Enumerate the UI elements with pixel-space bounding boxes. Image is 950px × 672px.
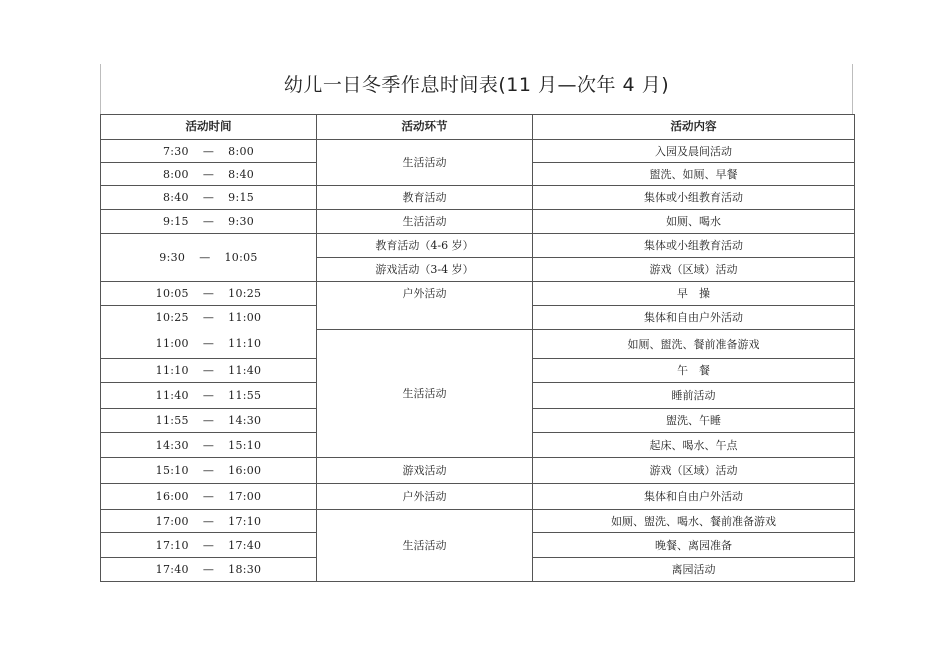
content-cell: 如厕、喝水 — [533, 210, 855, 234]
header-content: 活动内容 — [533, 115, 855, 140]
time-cell: 14:30 — 15:10 — [101, 433, 317, 458]
table-row — [101, 234, 855, 258]
segment-cell: 游戏活动 — [317, 458, 533, 484]
time-cell: 10:25 — 11:00 — [101, 306, 317, 330]
content-cell: 如厕、盥洗、餐前准备游戏 — [533, 330, 855, 359]
content-cell: 集体或小组教育活动 — [533, 186, 855, 210]
time-cell: 7:30 — 8:00 — [101, 140, 317, 163]
segment-cell: 游戏活动（3-4 岁） — [317, 258, 533, 282]
segment-cell: 生活活动 — [317, 330, 533, 458]
content-cell: 入园及晨间活动 — [533, 140, 855, 163]
time-cell: 17:10 — 17:40 — [101, 533, 317, 558]
content-cell: 离园活动 — [533, 558, 855, 582]
content-cell: 起床、喝水、午点 — [533, 433, 855, 458]
time-cell: 15:10 — 16:00 — [101, 458, 317, 484]
content-cell: 晚餐、离园准备 — [533, 533, 855, 558]
time-cell: 8:00 — 8:40 — [101, 163, 317, 186]
segment-cell: 教育活动（4-6 岁） — [317, 234, 533, 258]
time-cell: 17:00 — 17:10 — [101, 510, 317, 533]
time-cell: 11:40 — 11:55 — [101, 383, 317, 409]
page-title: 幼儿一日冬季作息时间表(11 月—次年 4 月) — [283, 74, 670, 96]
time-cell: 9:15 — 9:30 — [101, 210, 317, 234]
content-cell: 午 餐 — [533, 359, 855, 383]
content-cell: 盥洗、如厕、早餐 — [533, 163, 855, 186]
content-cell: 盥洗、午睡 — [533, 409, 855, 433]
table-row — [101, 510, 855, 533]
content-cell: 集体和自由户外活动 — [533, 306, 855, 330]
time-cell: 11:00 — 11:10 — [101, 330, 317, 359]
content-cell: 如厕、盥洗、喝水、餐前准备游戏 — [533, 510, 855, 533]
table-row — [101, 458, 855, 484]
time-cell: 11:55 — 14:30 — [101, 409, 317, 433]
table-row — [101, 484, 855, 510]
header-segment: 活动环节 — [317, 115, 533, 140]
schedule-table — [100, 114, 855, 582]
time-cell: 17:40 — 18:30 — [101, 558, 317, 582]
segment-cell: 生活活动 — [317, 510, 533, 582]
segment-cell: 户外活动 — [317, 484, 533, 510]
title-box — [100, 64, 853, 114]
segment-cell: 生活活动 — [317, 140, 533, 186]
segment-cell: 教育活动 — [317, 186, 533, 210]
content-cell: 游戏（区域）活动 — [533, 258, 855, 282]
content-cell: 集体和自由户外活动 — [533, 484, 855, 510]
table-row — [101, 210, 855, 234]
time-cell: 11:10 — 11:40 — [101, 359, 317, 383]
table-row — [101, 330, 855, 359]
time-cell: 9:30 — 10:05 — [101, 234, 317, 282]
time-cell: 10:05 — 10:25 — [101, 282, 317, 306]
header-row — [101, 115, 855, 140]
content-cell: 早 操 — [533, 282, 855, 306]
time-cell: 8:40 — 9:15 — [101, 186, 317, 210]
table-row — [101, 186, 855, 210]
content-cell: 睡前活动 — [533, 383, 855, 409]
time-cell: 16:00 — 17:00 — [101, 484, 317, 510]
segment-cell: 生活活动 — [317, 210, 533, 234]
content-cell: 集体或小组教育活动 — [533, 234, 855, 258]
header-time: 活动时间 — [101, 115, 317, 140]
table-row — [101, 282, 855, 306]
table-row — [101, 140, 855, 163]
segment-cell: 户外活动 — [317, 282, 533, 330]
content-cell: 游戏（区域）活动 — [533, 458, 855, 484]
